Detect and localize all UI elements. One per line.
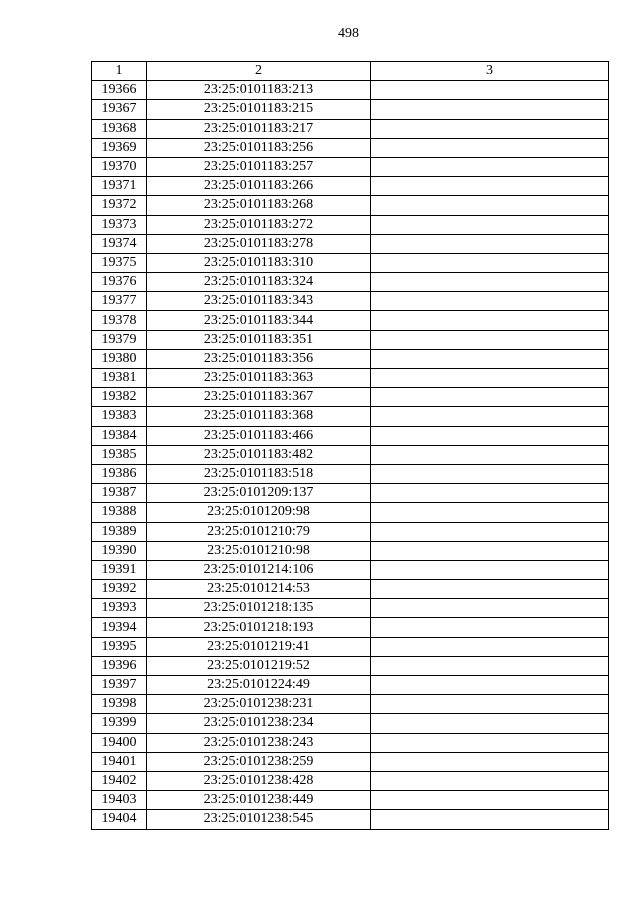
table-row <box>92 157 609 176</box>
table-row <box>92 464 609 483</box>
table-row <box>92 522 609 541</box>
cell-number: 19378 <box>92 311 147 330</box>
cell-number: 19398 <box>92 695 147 714</box>
cell-notes <box>371 599 609 618</box>
cell-cadastral-number: 23:25:0101183:268 <box>147 196 371 215</box>
table-row <box>92 119 609 138</box>
cell-number: 19390 <box>92 541 147 560</box>
cell-cadastral-number: 23:25:0101210:79 <box>147 522 371 541</box>
cell-cadastral-number: 23:25:0101183:278 <box>147 234 371 253</box>
column-header-notes: 3 <box>371 62 609 81</box>
cell-notes <box>371 138 609 157</box>
cell-number: 19379 <box>92 330 147 349</box>
table-row <box>92 426 609 445</box>
cell-cadastral-number: 23:25:0101183:343 <box>147 292 371 311</box>
cell-number: 19380 <box>92 349 147 368</box>
cell-cadastral-number: 23:25:0101183:466 <box>147 426 371 445</box>
cell-notes <box>371 273 609 292</box>
cell-notes <box>371 676 609 695</box>
cell-notes <box>371 215 609 234</box>
cell-number: 19385 <box>92 445 147 464</box>
cell-cadastral-number: 23:25:0101218:193 <box>147 618 371 637</box>
table-row <box>92 388 609 407</box>
cell-cadastral-number: 23:25:0101183:344 <box>147 311 371 330</box>
cell-notes <box>371 714 609 733</box>
cell-notes <box>371 560 609 579</box>
cell-number: 19395 <box>92 637 147 656</box>
cell-notes <box>371 733 609 752</box>
cell-cadastral-number: 23:25:0101219:41 <box>147 637 371 656</box>
table-row <box>92 445 609 464</box>
header-row <box>92 62 609 81</box>
table-row <box>92 349 609 368</box>
cell-cadastral-number: 23:25:0101210:98 <box>147 541 371 560</box>
cell-notes <box>371 445 609 464</box>
table-row <box>92 369 609 388</box>
cell-notes <box>371 81 609 100</box>
cell-cadastral-number: 23:25:0101214:106 <box>147 560 371 579</box>
cell-number: 19387 <box>92 484 147 503</box>
cell-number: 19392 <box>92 580 147 599</box>
cell-cadastral-number: 23:25:0101238:428 <box>147 771 371 790</box>
cell-notes <box>371 484 609 503</box>
cell-notes <box>371 656 609 675</box>
cell-number: 19394 <box>92 618 147 637</box>
cell-notes <box>371 369 609 388</box>
table-row <box>92 138 609 157</box>
cell-notes <box>371 253 609 272</box>
cell-number: 19393 <box>92 599 147 618</box>
cell-cadastral-number: 23:25:0101183:482 <box>147 445 371 464</box>
cell-notes <box>371 119 609 138</box>
table-row <box>92 407 609 426</box>
cell-notes <box>371 791 609 810</box>
cell-cadastral-number: 23:25:0101183:217 <box>147 119 371 138</box>
table-row <box>92 599 609 618</box>
cell-cadastral-number: 23:25:0101183:367 <box>147 388 371 407</box>
cell-notes <box>371 695 609 714</box>
cell-cadastral-number: 23:25:0101183:368 <box>147 407 371 426</box>
cell-notes <box>371 541 609 560</box>
table-row <box>92 253 609 272</box>
cell-cadastral-number: 23:25:0101238:259 <box>147 752 371 771</box>
cell-number: 19367 <box>92 100 147 119</box>
cell-cadastral-number: 23:25:0101238:234 <box>147 714 371 733</box>
table-row <box>92 618 609 637</box>
table-row <box>92 580 609 599</box>
table-row <box>92 100 609 119</box>
cell-cadastral-number: 23:25:0101183:351 <box>147 330 371 349</box>
table-row <box>92 733 609 752</box>
cell-number: 19366 <box>92 81 147 100</box>
cell-cadastral-number: 23:25:0101183:257 <box>147 157 371 176</box>
table-row <box>92 695 609 714</box>
cell-notes <box>371 292 609 311</box>
cell-notes <box>371 464 609 483</box>
cell-number: 19369 <box>92 138 147 157</box>
cell-notes <box>371 426 609 445</box>
cell-cadastral-number: 23:25:0101238:243 <box>147 733 371 752</box>
table-row <box>92 215 609 234</box>
table-row <box>92 810 609 829</box>
table-row <box>92 771 609 790</box>
table-row <box>92 503 609 522</box>
cell-number: 19371 <box>92 177 147 196</box>
table-row <box>92 541 609 560</box>
cell-notes <box>371 330 609 349</box>
cell-number: 19401 <box>92 752 147 771</box>
cell-notes <box>371 311 609 330</box>
cell-cadastral-number: 23:25:0101209:137 <box>147 484 371 503</box>
cell-number: 19381 <box>92 369 147 388</box>
cell-number: 19388 <box>92 503 147 522</box>
cell-cadastral-number: 23:25:0101219:52 <box>147 656 371 675</box>
cell-cadastral-number: 23:25:0101224:49 <box>147 676 371 695</box>
cell-number: 19396 <box>92 656 147 675</box>
cell-cadastral-number: 23:25:0101238:545 <box>147 810 371 829</box>
cell-number: 19389 <box>92 522 147 541</box>
table-row <box>92 676 609 695</box>
table-body <box>92 81 609 829</box>
cell-cadastral-number: 23:25:0101209:98 <box>147 503 371 522</box>
cell-number: 19368 <box>92 119 147 138</box>
cell-cadastral-number: 23:25:0101238:449 <box>147 791 371 810</box>
cell-number: 19397 <box>92 676 147 695</box>
cell-notes <box>371 196 609 215</box>
cell-notes <box>371 771 609 790</box>
cell-notes <box>371 234 609 253</box>
cell-notes <box>371 752 609 771</box>
cell-number: 19399 <box>92 714 147 733</box>
column-header-cadastral-number: 2 <box>147 62 371 81</box>
cell-number: 19404 <box>92 810 147 829</box>
table-row <box>92 196 609 215</box>
table-row <box>92 81 609 100</box>
table-row <box>92 791 609 810</box>
cell-notes <box>371 503 609 522</box>
table-row <box>92 177 609 196</box>
cell-number: 19402 <box>92 771 147 790</box>
cell-cadastral-number: 23:25:0101183:310 <box>147 253 371 272</box>
cell-notes <box>371 522 609 541</box>
table-row <box>92 234 609 253</box>
table-row <box>92 560 609 579</box>
registry-table <box>91 61 609 830</box>
table-row <box>92 637 609 656</box>
cell-cadastral-number: 23:25:0101183:256 <box>147 138 371 157</box>
cell-notes <box>371 810 609 829</box>
cell-cadastral-number: 23:25:0101218:135 <box>147 599 371 618</box>
page-number: 498 <box>338 26 359 41</box>
cell-notes <box>371 580 609 599</box>
cell-number: 19384 <box>92 426 147 445</box>
cell-cadastral-number: 23:25:0101183:356 <box>147 349 371 368</box>
cell-number: 19373 <box>92 215 147 234</box>
cell-number: 19374 <box>92 234 147 253</box>
cell-notes <box>371 157 609 176</box>
cell-notes <box>371 388 609 407</box>
cell-number: 19376 <box>92 273 147 292</box>
cell-notes <box>371 100 609 119</box>
cell-notes <box>371 618 609 637</box>
table-row <box>92 292 609 311</box>
table-row <box>92 714 609 733</box>
table-row <box>92 311 609 330</box>
cell-notes <box>371 349 609 368</box>
table-row <box>92 273 609 292</box>
cell-cadastral-number: 23:25:0101238:231 <box>147 695 371 714</box>
cell-number: 19391 <box>92 560 147 579</box>
cell-number: 19386 <box>92 464 147 483</box>
cell-number: 19370 <box>92 157 147 176</box>
table-row <box>92 656 609 675</box>
table-row <box>92 484 609 503</box>
table-header <box>92 62 609 81</box>
cell-number: 19382 <box>92 388 147 407</box>
cell-cadastral-number: 23:25:0101183:213 <box>147 81 371 100</box>
table-row <box>92 330 609 349</box>
column-header-number: 1 <box>92 62 147 81</box>
table-row <box>92 752 609 771</box>
cell-cadastral-number: 23:25:0101183:363 <box>147 369 371 388</box>
cell-cadastral-number: 23:25:0101214:53 <box>147 580 371 599</box>
cell-notes <box>371 407 609 426</box>
cell-number: 19400 <box>92 733 147 752</box>
cell-cadastral-number: 23:25:0101183:518 <box>147 464 371 483</box>
cell-number: 19375 <box>92 253 147 272</box>
cell-number: 19372 <box>92 196 147 215</box>
cell-cadastral-number: 23:25:0101183:215 <box>147 100 371 119</box>
cell-number: 19403 <box>92 791 147 810</box>
cell-notes <box>371 637 609 656</box>
cell-cadastral-number: 23:25:0101183:266 <box>147 177 371 196</box>
cell-number: 19383 <box>92 407 147 426</box>
cell-cadastral-number: 23:25:0101183:272 <box>147 215 371 234</box>
cell-cadastral-number: 23:25:0101183:324 <box>147 273 371 292</box>
cell-notes <box>371 177 609 196</box>
cell-number: 19377 <box>92 292 147 311</box>
